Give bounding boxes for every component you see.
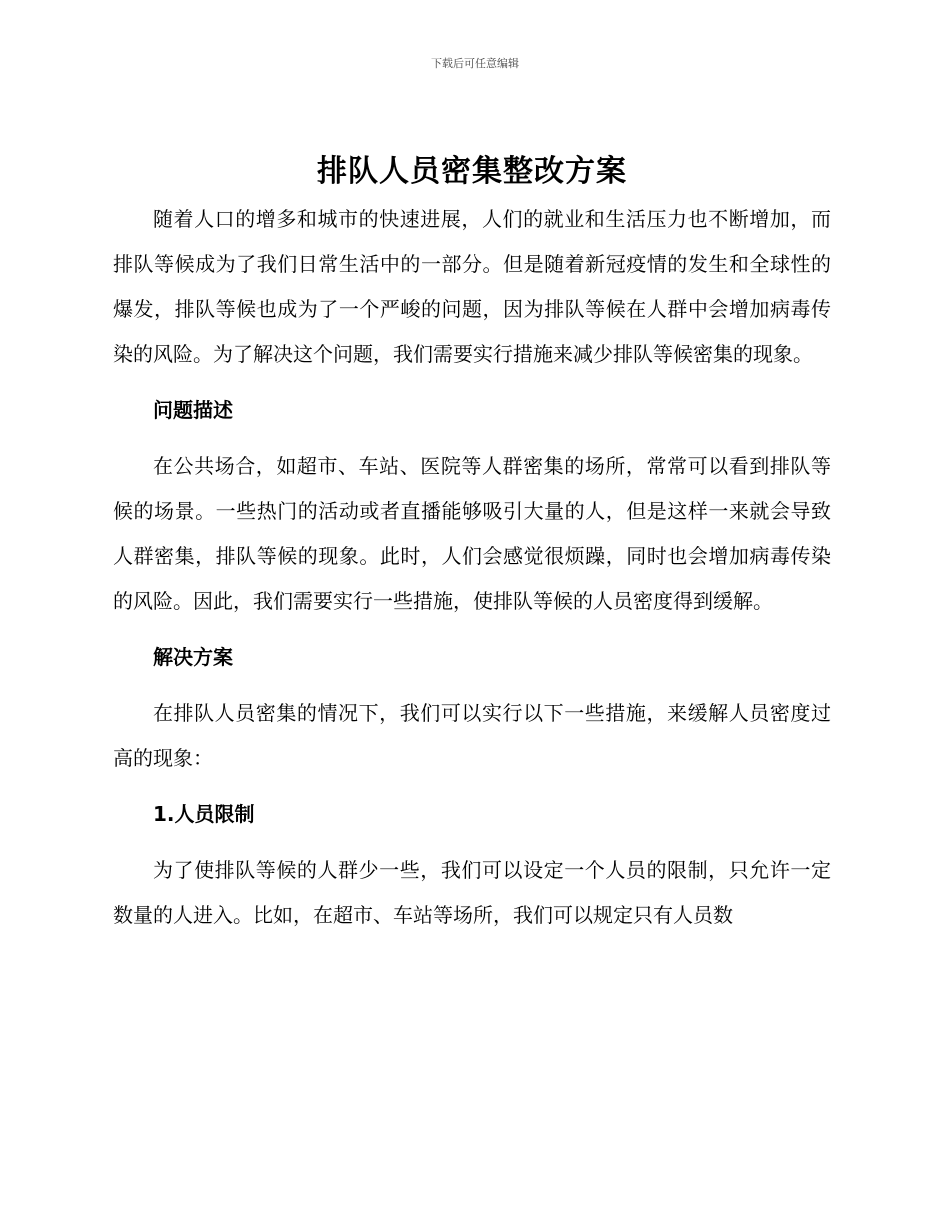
section-heading-problem: 问题描述 xyxy=(153,398,233,422)
section-heading-solution: 解决方案 xyxy=(153,645,233,669)
solution-paragraph: 在排队人员密集的情况下，我们可以实行以下一些措施，来缓解人员密度过高的现象： xyxy=(113,701,831,770)
intro-paragraph: 随着人口的增多和城市的快速进展，人们的就业和生活压力也不断增加，而排队等候成为了我们日常生活中的一部分。但是随着新冠疫情的发生和全球性的爆发，排队等候也成为了一个严峻的问题，因为排队等候在人群中会增加病毒传染的风险。为了解决这个问题，我们需要实行措施来减少排队等候密集的现象。 xyxy=(113,207,831,366)
subsection-heading-limit: 1.人员限制 xyxy=(153,802,255,826)
document-body xyxy=(113,150,831,938)
header-note: 下载后可任意编辑 xyxy=(431,57,519,70)
document-title: 排队人员密集整改方案 xyxy=(317,154,627,189)
limit-paragraph: 为了使排队等候的人群少一些，我们可以设定一个人员的限制，只允许一定数量的人进入。比如，在超市、车站等场所，我们可以规定只有人员数 xyxy=(113,858,831,927)
problem-paragraph: 在公共场合，如超市、车站、医院等人群密集的场所，常常可以看到排队等候的场景。一些热门的活动或者直播能够吸引大量的人，但是这样一来就会导致人群密集，排队等候的现象。此时，人们会感觉很烦躁，同时也会增加病毒传染的风险。因此，我们需要实行一些措施，使排队等候的人员密度得到缓解。 xyxy=(113,454,831,613)
